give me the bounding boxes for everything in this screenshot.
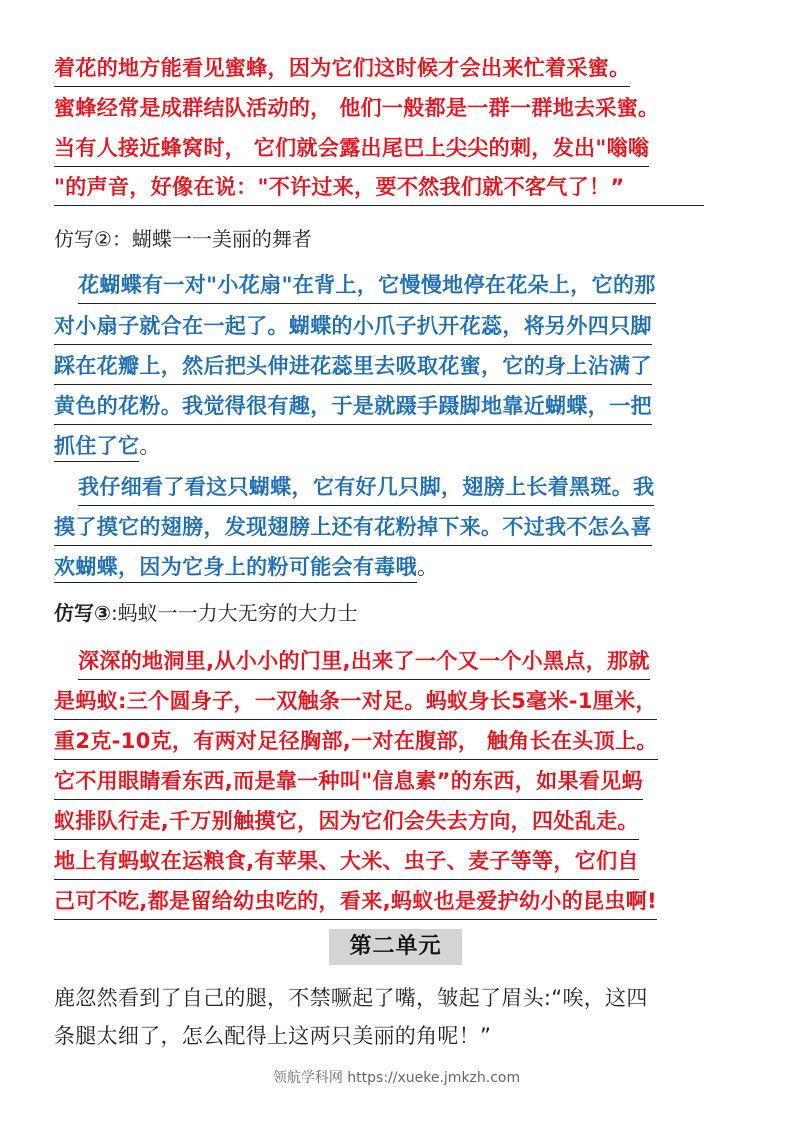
butterfly-text-line-5-wrap (54, 431, 160, 461)
ant-heading (54, 599, 358, 627)
ant-text-line-1: 深深的地洞里,从小小的门里,出来了一个又一个小黑点，那就 (78, 646, 650, 680)
unit-title: 第二单元 (329, 929, 462, 965)
ant-text-line-6: 地上有蚂蚁在运粮食,有苹果、大米、虫子、麦子等等，它们自 (54, 846, 639, 880)
butterfly-text-line-5: 抓住了它 (54, 434, 139, 462)
butterfly-period-2: 。 (416, 555, 438, 579)
bee-text-line-1: 着花的地方能看见蜜蜂，因为它们这时候才会出来忙着采蜜。 (54, 53, 630, 87)
ant-text-line-2: 是蚂蚁:三个圆身子，一双触条一对足。蚂蚁身长5毫米-1厘米， (54, 686, 657, 720)
ant-text-line-3: 重2克-10克，有两对足径胸部,一对在腹部， 触角长在头顶上。 (54, 726, 658, 760)
bee-text-line-2: 蜜蜂经常是成群结队活动的， 他们一般都是一群一群地去采蜜。 (54, 96, 660, 120)
ant-text-line-5: 蚁排队行走,千万别触摸它，因为它们会失去方向，四处乱走。 (54, 806, 639, 840)
butterfly-text-line-6: 我仔细看了看这只蝴蝶，它有好几只脚，翅膀上长着黑斑。我 (78, 472, 654, 506)
butterfly-text-line-8: 欢蝴蝶，因为它身上的粉可能会有毒哦 (54, 555, 417, 583)
ant-heading-title: :蚂蚁一一力大无穷的大力士 (110, 601, 358, 625)
butterfly-text-line-3: 踩在花瓣上，然后把头伸进花蕊里去吸取花蜜，它的身上沾满了 (54, 351, 652, 385)
bee-text-line-3: 当有人接近蜂窝时， 它们就会露出尾巴上尖尖的刺，发出"嗡嗡 (54, 133, 649, 167)
butterfly-text-line-1: 花蝴蝶有一对"小花扇"在背上，它慢慢地停在花朵上，它的那 (78, 270, 656, 304)
butterfly-text-line-2: 对小扇子就合在一起了。蝴蝶的小爪子扒开花蕊，将另外四只脚 (54, 311, 652, 345)
butterfly-text-line-8-wrap (54, 552, 438, 582)
ant-text-line-4: 它不用眼睛看东西,而是靠一种叫"信息素”的东西，如果看见蚂 (54, 766, 643, 800)
butterfly-period-1: 。 (139, 434, 161, 458)
deer-text-line-1: 鹿忽然看到了自己的腿，不禁噘起了嘴，皱起了眉头:“唉，这四 (54, 986, 648, 1010)
butterfly-heading: 仿写②：蝴蝶一一美丽的舞者 (54, 227, 312, 251)
footer-watermark: 领航学科网 https://xueke.jmkzh.com (272, 1070, 521, 1086)
bee-text-line-4: "的声音，好像在说："不许过来，要不然我们就不客气了！” (54, 172, 704, 206)
butterfly-text-line-4: 黄色的花粉。我觉得很有趣，于是就蹑手蹑脚地靠近蝴蝶，一把 (54, 391, 652, 425)
deer-text-line-2: 条腿太细了，怎么配得上这两只美丽的角呢！” (54, 1024, 492, 1048)
butterfly-text-line-7: 摸了摸它的翅膀，发现翅膀上还有花粉掉下来。不过我不怎么喜 (54, 512, 652, 546)
ant-heading-label: 仿写③ (54, 601, 111, 625)
ant-text-line-7: 己可不吃,都是留给幼虫吃的，看来,蚂蚁也是爱护幼小的昆虫啊! (54, 886, 657, 920)
